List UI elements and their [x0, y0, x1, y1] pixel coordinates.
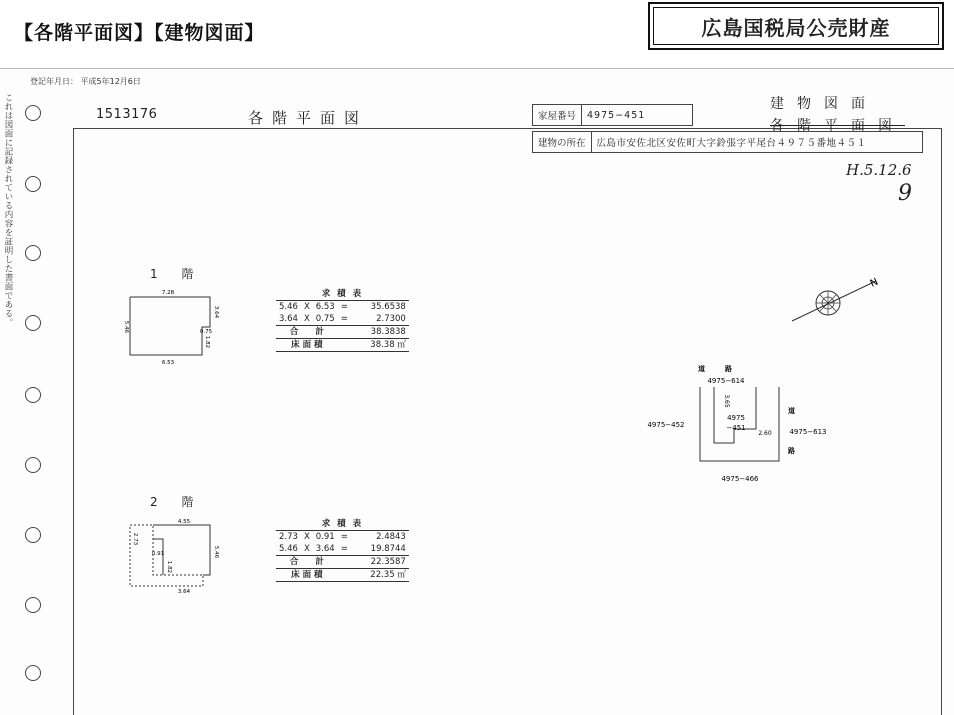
total-value: 22.3587: [338, 556, 409, 569]
dim-label: 3.64: [177, 589, 191, 595]
dim-label: 1.82: [166, 560, 172, 574]
certification-note: これは図面に記録されている内容を証明した書面である。: [3, 93, 13, 327]
table-header: 求 積 表: [276, 518, 409, 531]
compass-label: N: [868, 276, 881, 290]
table-row: [276, 531, 409, 544]
cell: =: [340, 532, 348, 542]
road-label: 道 路: [698, 365, 734, 373]
binder-hole-icon: [25, 245, 41, 261]
binder-hole-icon: [25, 597, 41, 613]
cell: X: [303, 532, 310, 542]
cell: =: [340, 302, 348, 312]
floor-plan-sheet: [0, 68, 954, 715]
dim-label: 1.82: [204, 335, 210, 349]
dim-label: 7.28: [161, 290, 175, 296]
dim-label: 2.73: [132, 532, 138, 546]
lot-label: 4975−613: [789, 428, 827, 436]
floor2-plan: [118, 515, 228, 597]
total-label: 合 計: [276, 556, 338, 569]
total-value: 38.3838: [338, 326, 409, 339]
cell: X: [301, 313, 313, 326]
total-label: 合 計: [276, 326, 338, 339]
floor1-label: 1 階: [150, 267, 204, 281]
table-row: [276, 569, 409, 582]
table-row: [276, 339, 409, 352]
dim-label: 2.60: [758, 430, 772, 437]
cell: 0.75: [313, 313, 338, 326]
cell: 2.7300: [351, 313, 409, 326]
binder-hole-icon: [25, 105, 41, 121]
public-sale-badge: [648, 2, 944, 50]
compass-north-icon: [786, 269, 886, 329]
location-label: 建物の所在: [533, 132, 592, 153]
badge-label: 広島国税局公売財産: [653, 7, 939, 45]
floor2-label: 2 階: [150, 495, 204, 509]
lot-label: 4975: [727, 414, 745, 422]
table-header: 求 積 表: [276, 288, 409, 301]
cell: 3.64: [276, 313, 301, 326]
dim-label: 5.46: [123, 320, 129, 334]
cell: 2.73: [279, 532, 298, 542]
road-label: 路: [788, 447, 795, 455]
cell: 3.64: [313, 543, 338, 556]
table-row: [276, 301, 409, 314]
floor-area-label: 床 面 積: [276, 569, 338, 582]
cell: =: [338, 543, 351, 556]
cell: 0.91: [315, 532, 335, 542]
cell: X: [303, 302, 310, 312]
cell: X: [301, 543, 313, 556]
floor1-area-table: [276, 288, 409, 352]
sheet-heading: 各階平面図: [248, 109, 369, 127]
cell: 19.8744: [351, 543, 409, 556]
binder-hole-icon: [25, 176, 41, 192]
document-number: 1513176: [96, 107, 158, 122]
floor-area-label: 床 面 積: [276, 339, 338, 352]
binder-hole-icon: [25, 457, 41, 473]
floor1-plan: [118, 287, 228, 369]
table-row: [276, 543, 409, 556]
dim-label: 5.46: [213, 545, 219, 559]
floor-area-value: 38.38 ㎡: [338, 339, 409, 352]
cell: 6.53: [315, 302, 335, 312]
location-value: 広島市安佐北区安佐町大字鈴張字平尾台４９７５番地４５１: [591, 132, 922, 153]
dim-label: 4.55: [177, 519, 191, 525]
lot-label: 4975−452: [647, 421, 685, 429]
dim-label: 3.64: [213, 305, 219, 319]
handwritten-mark: 9: [898, 181, 912, 206]
road-label: 道: [788, 407, 795, 415]
cell: 5.46: [276, 543, 301, 556]
property-info-table: [532, 104, 693, 126]
binder-hole-icon: [25, 387, 41, 403]
frame-line: [941, 128, 942, 715]
cell: =: [338, 313, 351, 326]
dim-label: 0.75: [199, 329, 213, 335]
table-row: [276, 326, 409, 339]
dim-label: 0.91: [151, 551, 165, 557]
cell: 35.6538: [370, 302, 406, 312]
stamp-building-drawing: 建物図面: [770, 96, 878, 112]
lot-label: −451: [726, 424, 746, 432]
cell: 2.4843: [376, 532, 406, 542]
handwritten-date: H.5.12.6: [846, 161, 912, 179]
site-plan: [636, 361, 846, 491]
floor-area-value: 22.35 ㎡: [338, 569, 409, 582]
stamp-floor-plan: 各階平面図: [770, 118, 905, 134]
binder-hole-icon: [25, 665, 41, 681]
house-no-value: 4975−451: [582, 105, 693, 126]
frame-line: [73, 128, 74, 715]
registration-date: 登記年月日： 平成5年12月6日: [30, 77, 141, 86]
lot-label: 4975−466: [721, 475, 759, 483]
page-title: 【各階平面図】【建物図面】: [14, 22, 265, 44]
dim-label: 3.65: [723, 394, 730, 408]
cell: 5.46: [279, 302, 298, 312]
floor2-area-table: [276, 518, 409, 582]
table-row: [276, 313, 409, 326]
lot-label: 4975−614: [707, 377, 745, 385]
dim-label: 6.53: [161, 360, 175, 366]
table-row: [276, 556, 409, 569]
binder-hole-icon: [25, 527, 41, 543]
binder-hole-icon: [25, 315, 41, 331]
house-no-label: 家屋番号: [533, 105, 582, 126]
